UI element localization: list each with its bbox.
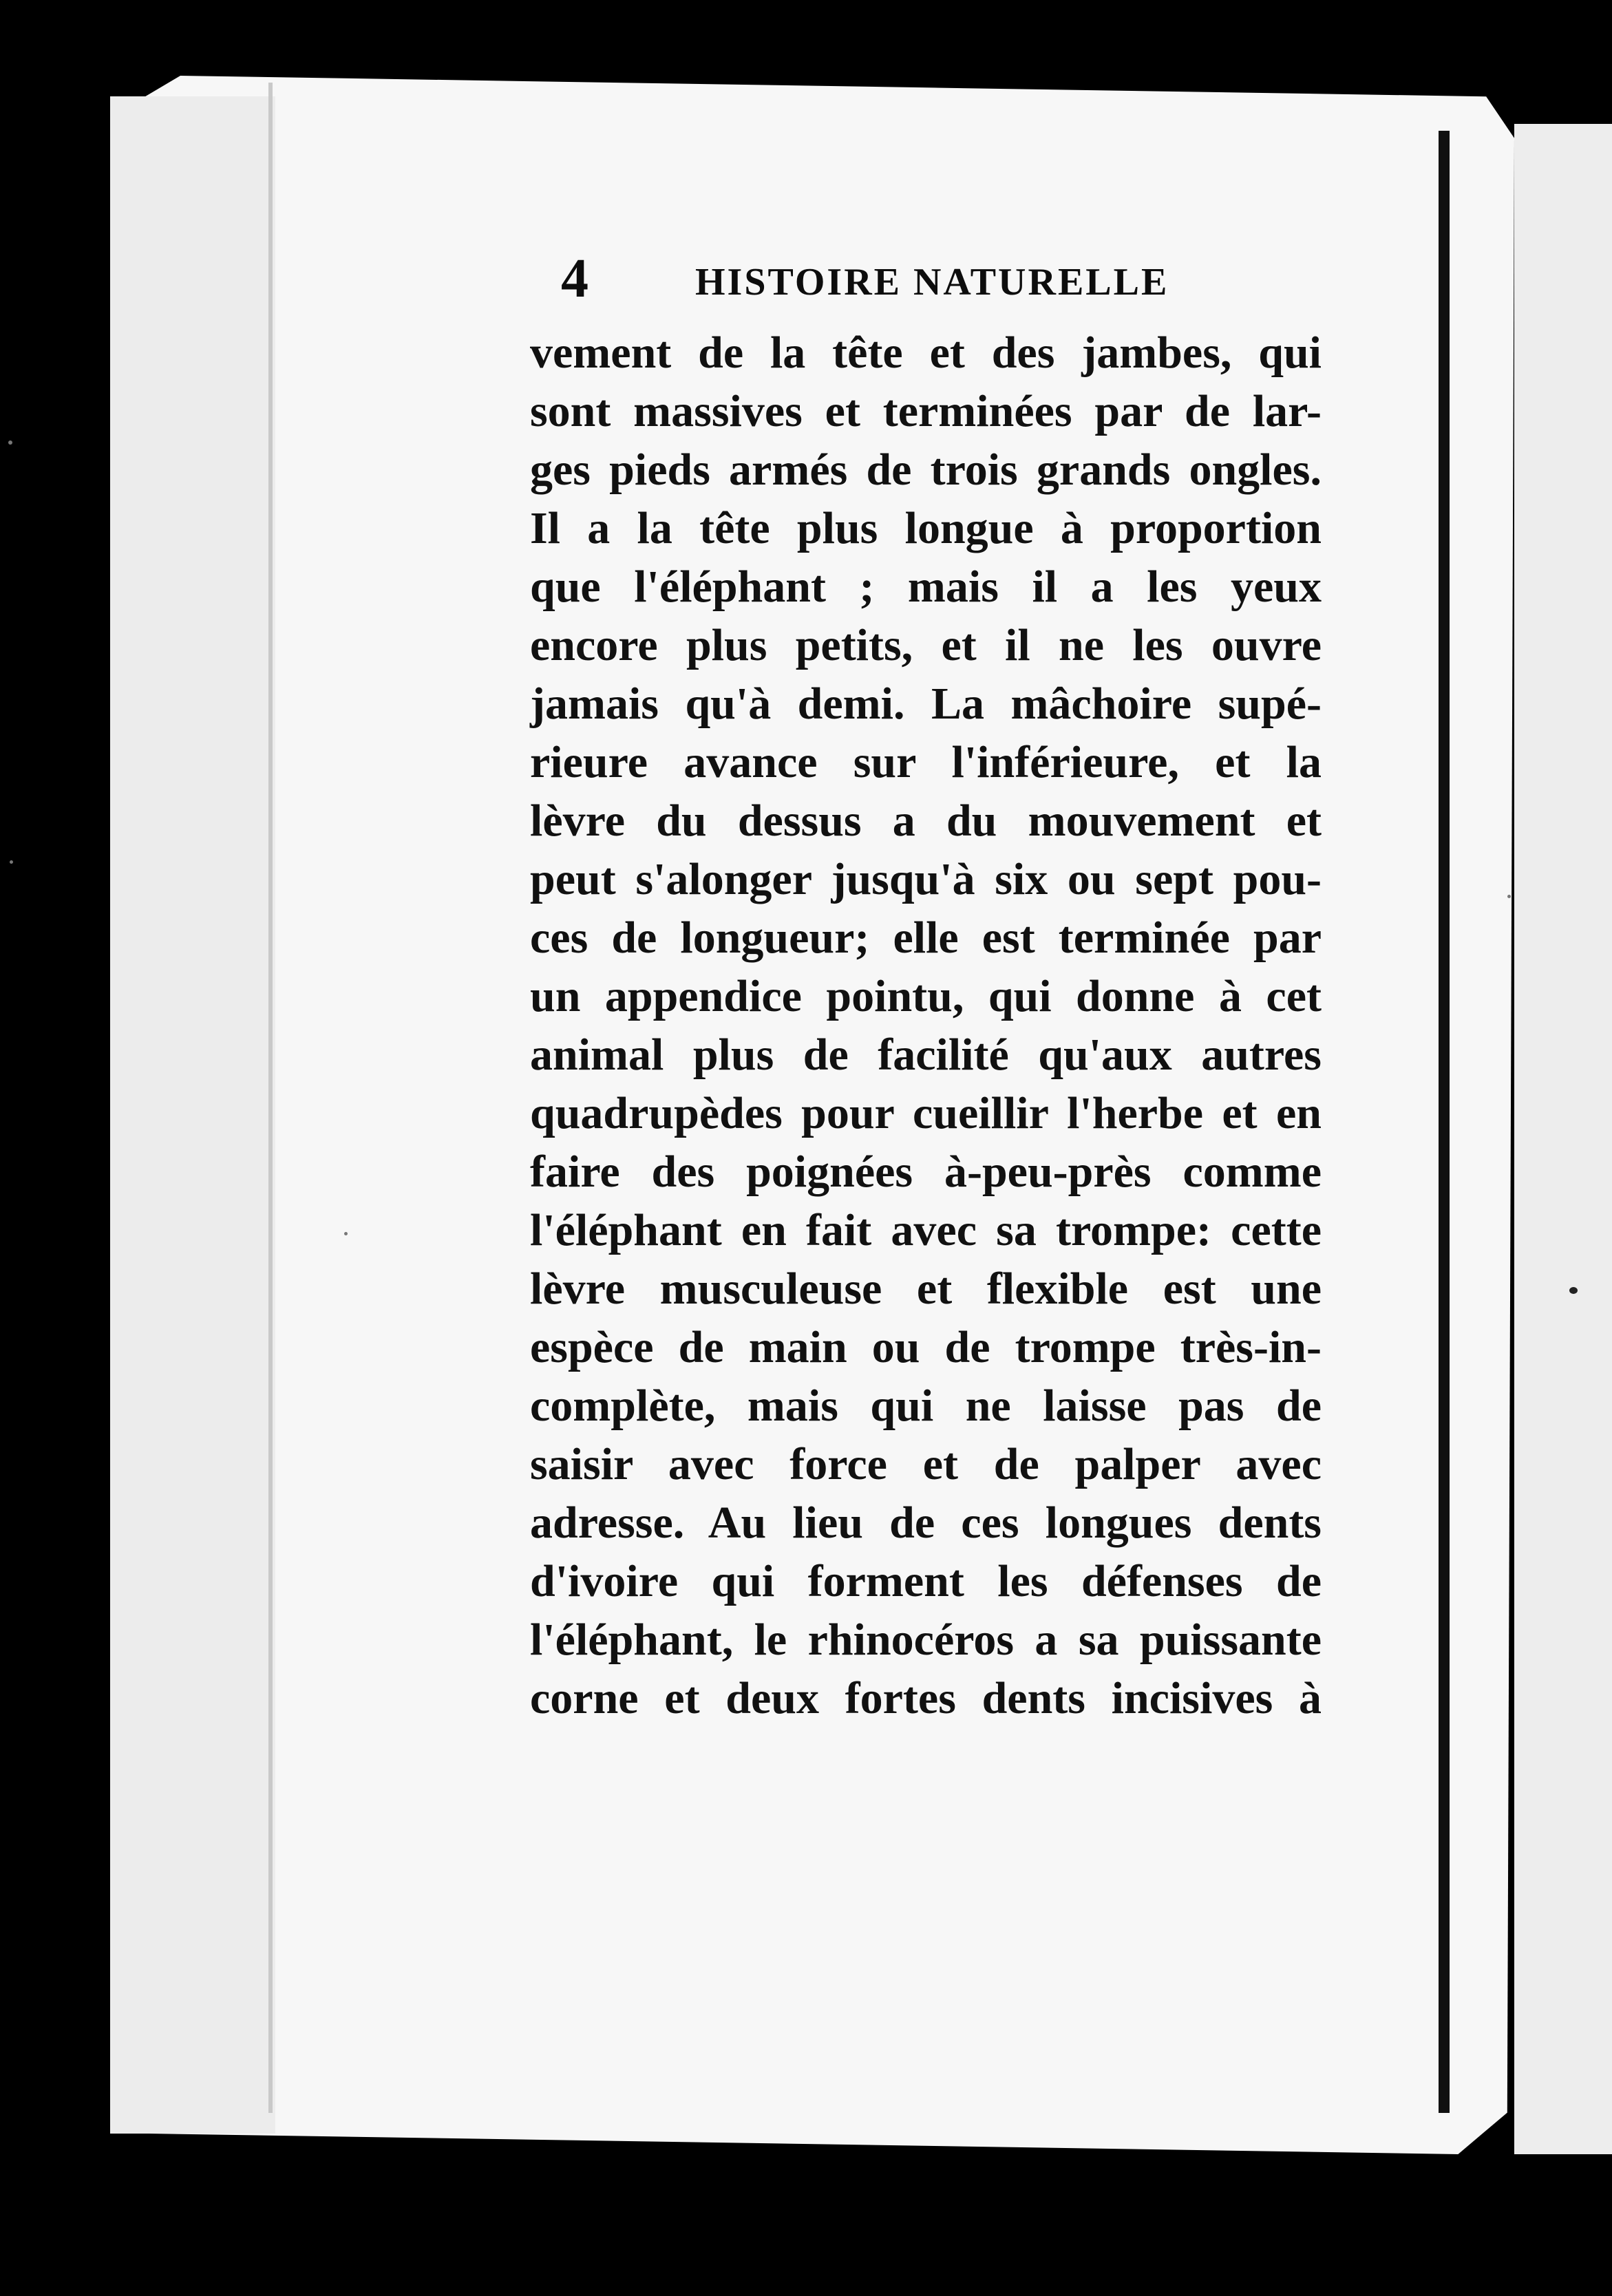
text-line: complète, mais qui ne laisse pas de	[530, 1381, 1322, 1431]
text-line: que l'éléphant ; mais il a les yeux	[530, 562, 1322, 612]
text-line: peut s'alonger jusqu'à six ou sept pou-	[530, 854, 1322, 904]
text-line: lèvre du dessus a du mouvement et	[530, 796, 1322, 846]
text-line: l'éléphant en fait avec sa trompe: cette	[530, 1205, 1322, 1255]
running-head: HISTOIRE NATURELLE	[695, 261, 1169, 304]
text-line: jamais qu'à demi. La mâchoire supé-	[530, 679, 1322, 729]
text-line: faire des poignées à-peu-près comme	[530, 1147, 1322, 1197]
text-line: animal plus de facilité qu'aux autres	[530, 1030, 1322, 1080]
text-line: d'ivoire qui forment les défenses de	[530, 1556, 1322, 1606]
text-line: saisir avec force et de palper avec	[530, 1439, 1322, 1489]
page-gutter	[110, 96, 275, 2134]
text-line: sont massives et terminées par de lar-	[530, 386, 1322, 436]
page-number: 4	[561, 248, 588, 309]
adjacent-page-edge	[1514, 124, 1612, 2154]
text-line: adresse. Au lieu de ces longues dents	[530, 1498, 1322, 1548]
binding-shadow	[1439, 131, 1450, 2113]
text-line: corne et deux fortes dents incisives à	[530, 1673, 1322, 1723]
text-line: quadrupèdes pour cueillir l'herbe et en	[530, 1088, 1322, 1138]
text-line: rieure avance sur l'inférieure, et la	[530, 737, 1322, 787]
text-line: ges pieds armés de trois grands ongles.	[530, 445, 1322, 495]
text-line: encore plus petits, et il ne les ouvre	[530, 620, 1322, 670]
text-line: Il a la tête plus longue à proportion	[530, 503, 1322, 553]
text-line: un appendice pointu, qui donne à cet	[530, 971, 1322, 1021]
page-fold-edge	[268, 83, 273, 2113]
text-line: l'éléphant, le rhinocéros a sa puissante	[530, 1615, 1322, 1665]
text-line: ces de longueur; elle est terminée par	[530, 913, 1322, 963]
text-line: espèce de main ou de trompe très-in-	[530, 1322, 1322, 1372]
text-line: lèvre musculeuse et flexible est une	[530, 1264, 1322, 1314]
text-line: vement de la tête et des jambes, qui	[530, 328, 1322, 378]
body-text	[530, 323, 1322, 1728]
page-header	[561, 248, 1249, 323]
